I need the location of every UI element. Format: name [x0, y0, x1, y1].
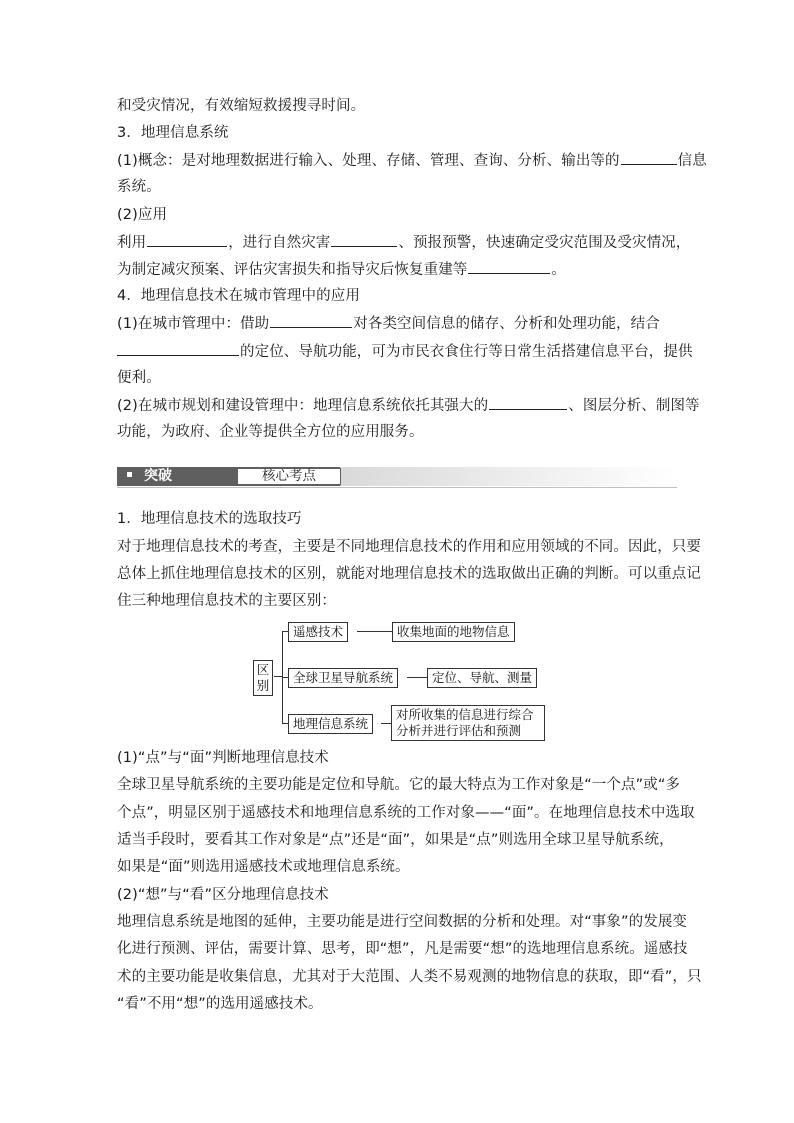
text-line: 如果是“面”则选用遥感技术或地理信息系统。: [117, 859, 410, 875]
text-line: 住三种地理信息技术的主要区别：: [117, 593, 336, 609]
text-segment: (1)概念：是对地理数据进行输入、处理、存储、管理、查询、分析、输出等的: [117, 153, 620, 169]
text-line: [117, 150, 707, 171]
diagram-desc-box: 定位、导航、测量: [427, 668, 537, 688]
fill-blank[interactable]: [117, 341, 239, 356]
diagram-desc-box: 收集地面的地物信息: [392, 622, 515, 642]
text-segment: 的定位、导航功能，可为市民衣食住行等日常生活搭建信息平台，提供: [240, 344, 693, 360]
fill-blank[interactable]: [147, 232, 227, 247]
text-line: 个点”，明显区别于遥感技术和地理信息系统的工作对象——“面”。在地理信息技术中选取: [117, 805, 695, 821]
connector-line: [407, 677, 427, 678]
fill-blank[interactable]: [468, 259, 550, 274]
text-segment: ，进行自然灾害: [228, 235, 331, 251]
diagram-tech-box: 地理信息系统: [288, 714, 373, 734]
fill-blank[interactable]: [489, 395, 567, 410]
connector-line: [357, 631, 392, 632]
text-segment: 对各类空间信息的储存、分析和处理功能，结合: [353, 316, 660, 332]
text-segment: 、图层分析、制图等: [568, 398, 700, 414]
text-line: [117, 395, 700, 416]
connector-line: [381, 723, 391, 724]
text-line: [117, 232, 691, 253]
text-line: 系统。: [117, 179, 161, 195]
banner-left-text: 突破: [144, 468, 172, 484]
square-bullet-icon: [127, 472, 132, 477]
banner-right-label: 核心考点: [237, 468, 341, 485]
text-line: 便利。: [117, 370, 161, 386]
banner-left-label: [127, 467, 172, 486]
text-segment: 为制定减灾预案、评估灾害损失和指导灾后恢复重建等: [117, 262, 468, 278]
text-segment: 信息: [677, 153, 707, 169]
diagram-tech-box: 全球卫星导航系统: [288, 668, 398, 688]
diagram-desc-line: 分析并进行评估和预测: [396, 723, 522, 738]
banner-divider: [117, 487, 677, 488]
text-segment: (2)在城市规划和建设管理中：地理信息系统依托其强大的: [117, 398, 489, 414]
text-line: 术的主要功能是收集信息，尤其对于大范围、人类不易观测的地物信息的获取，即“看”，只: [117, 969, 702, 985]
text-segment: 利用: [117, 235, 147, 251]
text-line: “看”不用“想”的选用遥感技术。: [117, 996, 323, 1012]
section-heading-urban: 4．地理信息技术在城市管理中的应用: [117, 288, 360, 304]
fill-blank[interactable]: [621, 150, 677, 165]
text-line: 全球卫星导航系统的主要功能是定位和导航。它的最大特点为工作对象是“一个点”或“多: [117, 777, 681, 793]
text-segment: (1)在城市管理中：借助: [117, 316, 270, 332]
bracket-line: [282, 631, 283, 723]
diagram-root-box: 区别: [253, 660, 273, 696]
text-line: 总体上抓住地理信息技术的区别，就能对地理信息技术的选取做出正确的判断。可以重点记: [117, 566, 701, 582]
connector-line: [274, 676, 282, 677]
text-line: 功能，为政府、企业等提供全方位的应用服务。: [117, 424, 424, 440]
subheading-point-area: (1)“点”与“面”判断地理信息技术: [117, 750, 329, 766]
section-heading-gis: 3．地理信息系统: [117, 125, 229, 141]
text-line: [117, 259, 679, 280]
text-line: (2)应用: [117, 207, 168, 223]
diagram-desc-line: 对所收集的信息进行综合: [396, 707, 534, 722]
text-line: 和受灾情况，有效缩短救援搜寻时间。: [117, 98, 366, 114]
subheading-think-look: (2)“想”与“看”区分地理信息技术: [117, 887, 329, 903]
text-line: 地理信息系统是地图的延伸，主要功能是进行空间数据的分析和处理。对“事象”的发展变: [117, 914, 688, 930]
text-line: [117, 313, 679, 334]
fill-blank[interactable]: [270, 313, 352, 328]
text-line: 化进行预测、评估，需要计算、思考，即“想”，凡是需要“想”的选地理信息系统。遥感技: [117, 941, 688, 957]
fill-blank[interactable]: [331, 232, 397, 247]
text-segment: 。: [551, 262, 567, 278]
text-line: 对于地理信息技术的考查，主要是不同地理信息技术的作用和应用领域的不同。因此，只要: [117, 539, 701, 555]
diagram-desc-box: [391, 705, 545, 741]
text-line: 适当手段时，要看其工作对象是“点”还是“面”，如果是“点”则选用全球卫星导航系统，: [117, 832, 674, 848]
banner-gradient: [340, 467, 677, 486]
section-heading-selection: 1．地理信息技术的选取技巧: [117, 511, 302, 527]
text-line: [117, 341, 693, 362]
section-banner: [117, 467, 677, 489]
text-segment: 、预报预警，快速确定受灾范围及受灾情况，: [398, 235, 691, 251]
diagram-tech-box: 遥感技术: [288, 622, 348, 642]
